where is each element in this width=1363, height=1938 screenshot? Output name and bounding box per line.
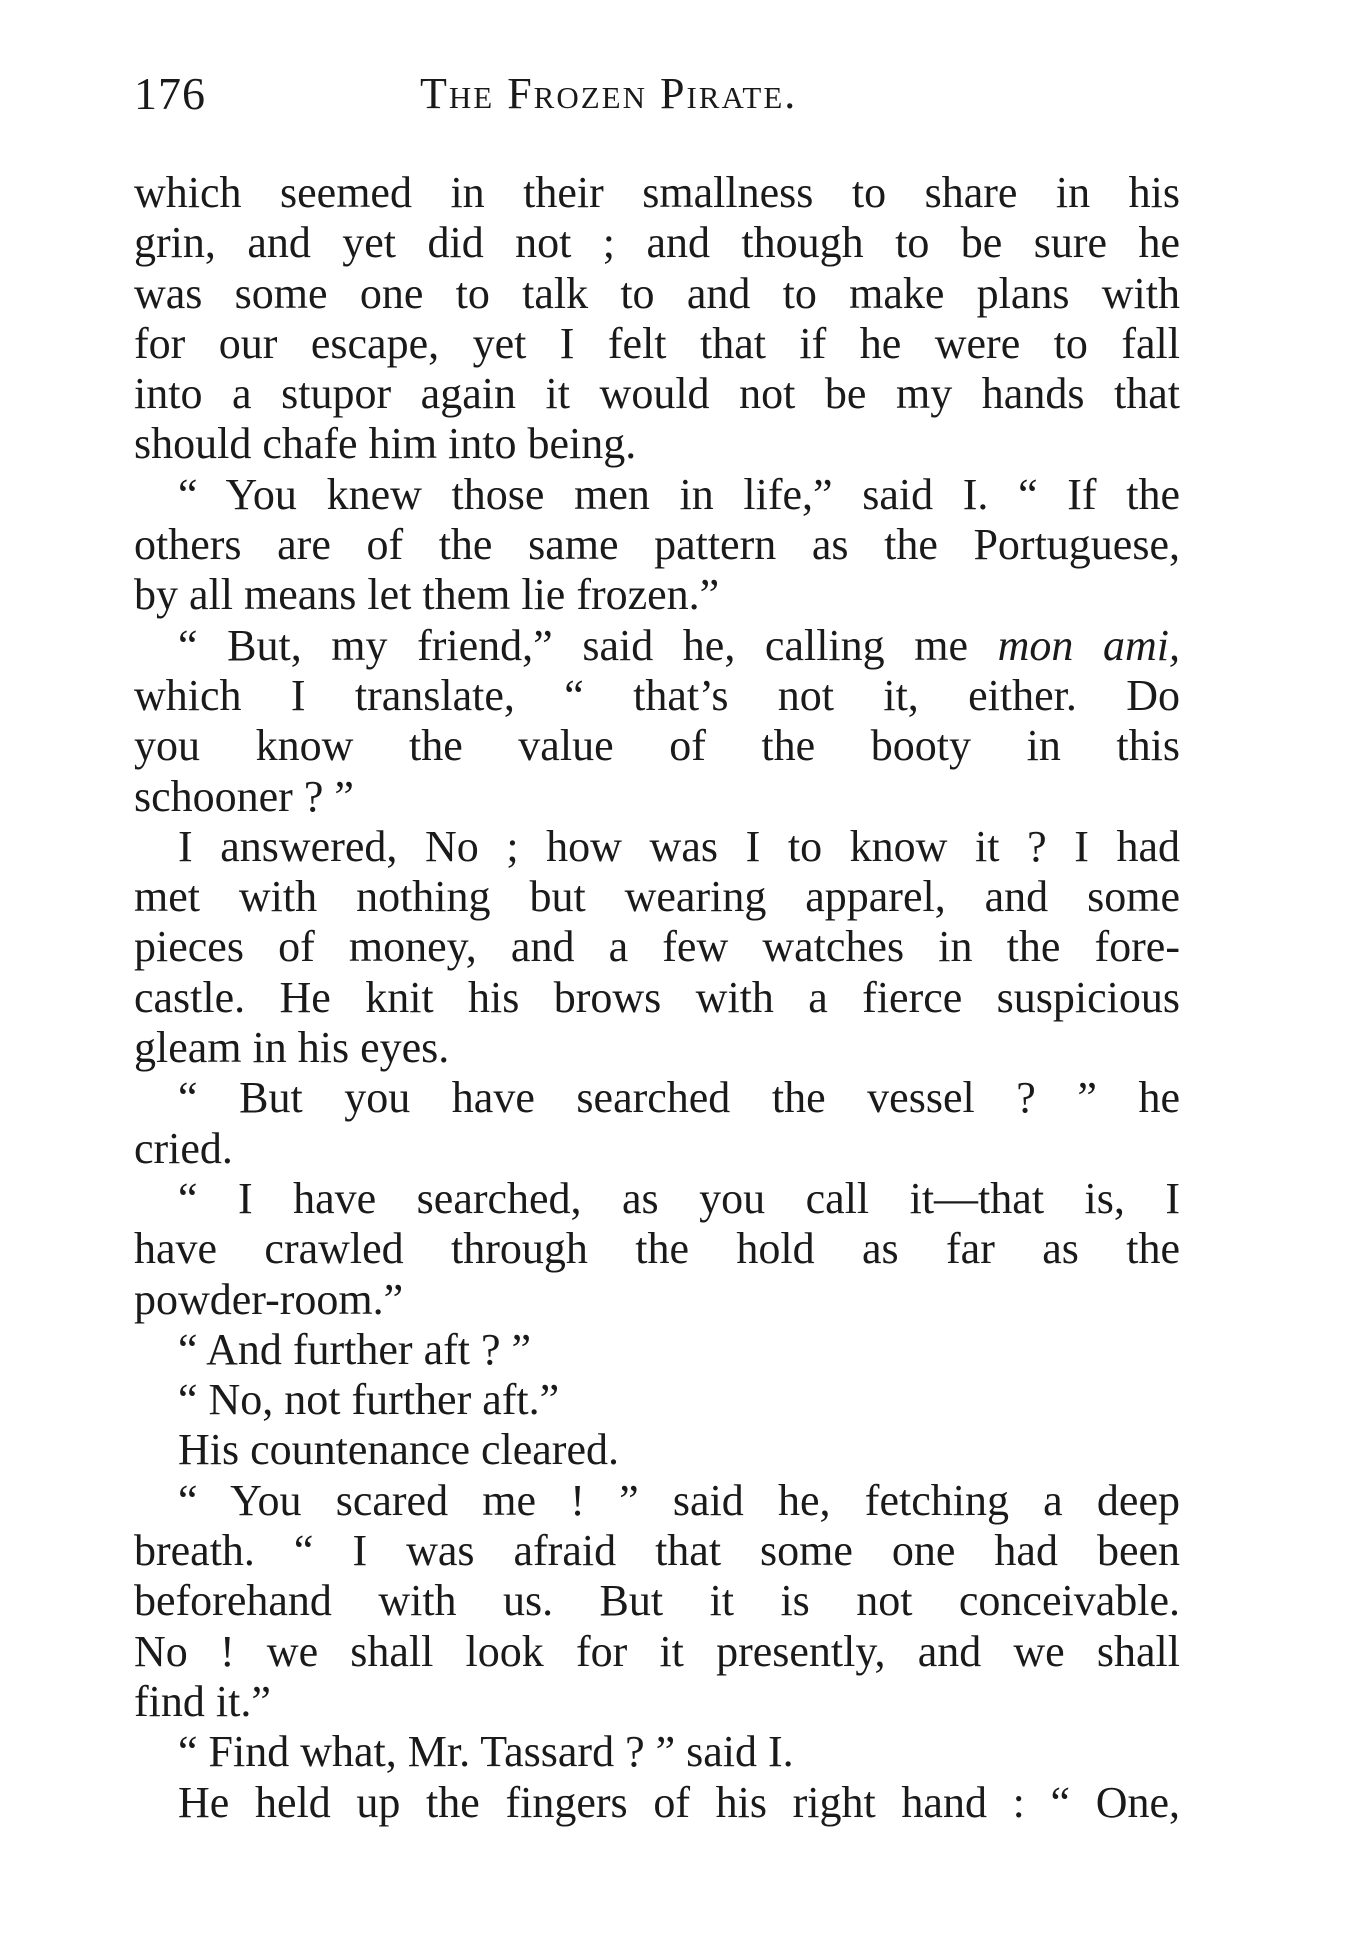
text-line: have crawled through the hold as far as the: [134, 1224, 1180, 1274]
running-title: The Frozen Pirate.: [420, 69, 798, 118]
text-line: I answered, No ; how was I to know it ? I had: [178, 821, 1180, 871]
text-line: met with nothing but wearing apparel, and some: [134, 872, 1180, 922]
text-line: beforehand with us. But it is not conceivable.: [134, 1576, 1180, 1626]
text-line: pieces of money, and a few watches in the fore-: [134, 922, 1180, 972]
text-line: cried.: [134, 1123, 233, 1173]
text-line: for our escape, yet I felt that if he were to fall: [134, 318, 1180, 368]
italic-phrase: mon ami,: [997, 620, 1180, 670]
text-line: “ I have searched, as you call it—that is, I: [178, 1173, 1180, 1223]
text-line: should chafe him into being.: [134, 419, 637, 469]
text-line: schooner ? ”: [134, 771, 354, 821]
text-line: “ You scared me ! ” said he, fetching a deep: [178, 1475, 1180, 1525]
text-line: No ! we shall look for it presently, and we shall: [134, 1626, 1180, 1676]
text-line: find it.”: [134, 1676, 271, 1726]
text-line: breath. “ I was afraid that some one had been: [134, 1526, 1180, 1576]
text-line: which seemed in their smallness to share in his: [134, 168, 1180, 217]
text-line: which I translate, “ that’s not it, either. Do: [134, 670, 1180, 720]
text-line: “ And further aft ? ”: [178, 1324, 532, 1374]
text-line: “ No, not further aft.”: [178, 1375, 560, 1425]
text-line: castle. He knit his brows with a fierce suspicious: [134, 972, 1180, 1022]
text-line: grin, and yet did not ; and though to be sure he: [134, 218, 1180, 268]
text-line: others are of the same pattern as the Portuguese,: [134, 520, 1180, 570]
text-line-roman: “ But, my friend,” said he, calling me: [178, 620, 998, 670]
running-head: [134, 64, 1184, 124]
text-line: “ You knew those men in life,” said I. “ If the: [178, 469, 1180, 519]
text-line: was some one to talk to and to make plans with: [134, 268, 1180, 318]
text-line: “ But you have searched the vessel ? ” he: [178, 1073, 1180, 1123]
text-line: “ Find what, Mr. Tassard ? ” said I.: [178, 1727, 794, 1777]
text-line: powder-room.”: [134, 1274, 404, 1324]
text-line: [134, 621, 1180, 671]
page-number: 176: [134, 68, 206, 119]
text-line: He held up the fingers of his right hand : “ One,: [178, 1777, 1180, 1827]
text-line: His countenance cleared.: [178, 1425, 619, 1475]
body-text: [134, 168, 1180, 1828]
text-line: by all means let them lie frozen.”: [134, 570, 720, 620]
text-line: you know the value of the booty in this: [134, 721, 1180, 771]
text-line: into a stupor again it would not be my hands that: [134, 369, 1180, 419]
text-line: gleam in his eyes.: [134, 1023, 450, 1073]
